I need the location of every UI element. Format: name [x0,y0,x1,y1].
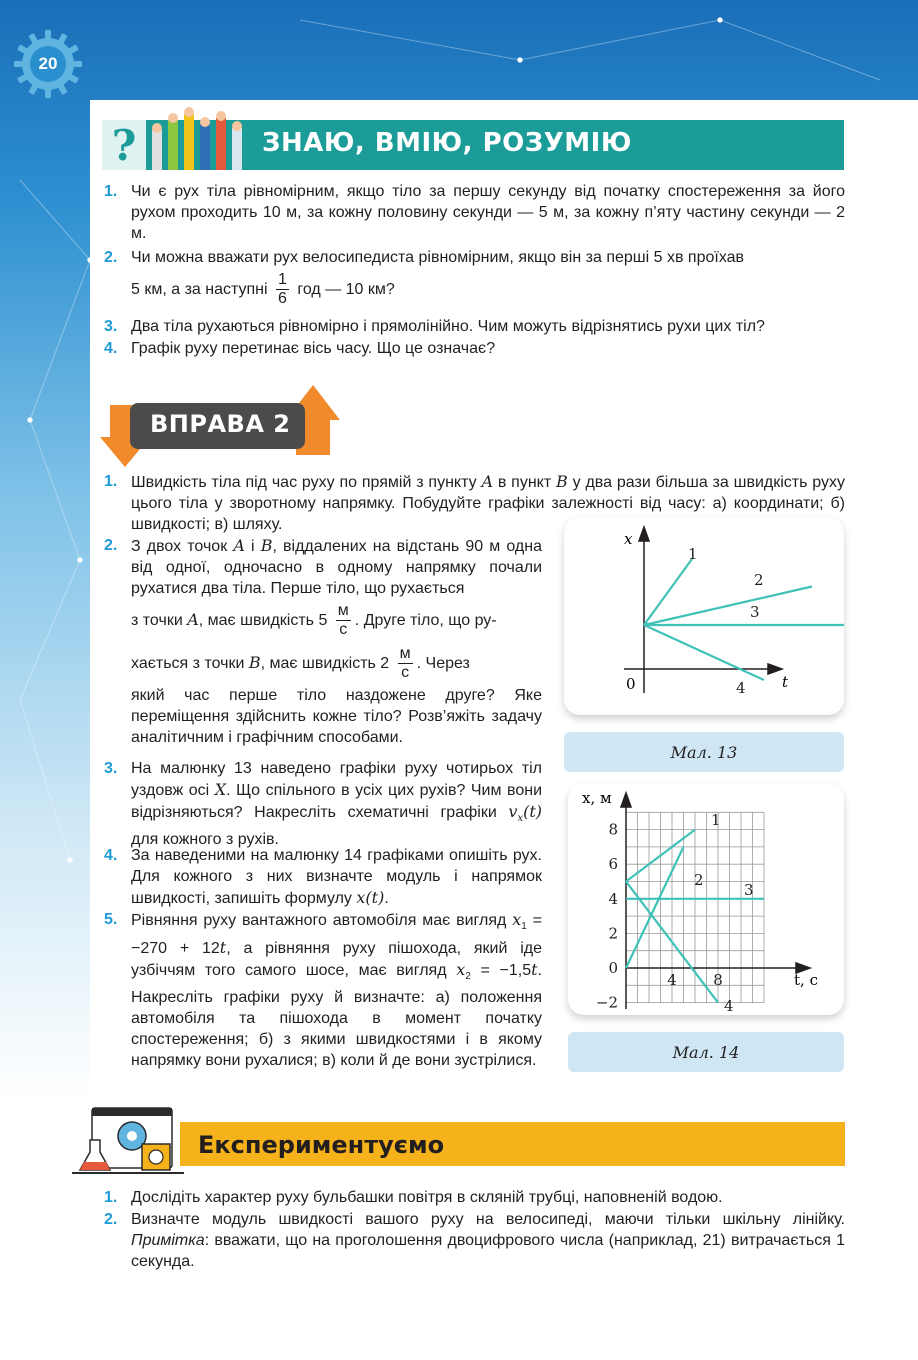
line-label: 1 [688,545,698,563]
series-line-4 [644,625,764,680]
task-text-cont: з точки A, має швидкість 5 $\frac{м}{с}$ . Друге тіло, що ру- [131,602,497,639]
line-label: 4 [724,997,734,1015]
axis-x-label: t, c [794,971,818,989]
origin-label: 0 [626,675,636,693]
item-text: Дослідіть характер руху бульбашки повітря в скляній трубці, наповненій водою. [131,1189,723,1206]
y-tick-label: 6 [608,855,618,874]
question-number: 2. [104,249,118,266]
question-text: Чи можна вважати рух велосипедиста рівномірним, якщо він за перші 5 хв проїхав [131,249,745,266]
page-number: 20 [38,54,58,73]
line-label: 2 [754,571,764,589]
question-number: 3. [104,318,118,335]
section-title: ЗНАЮ, ВМІЮ, РОЗУМІЮ [262,128,632,158]
fraction: $\frac{м}{с}$ [337,602,349,639]
fraction: $\frac{м}{с}$ [399,645,411,682]
x-tick-label: 8 [713,971,723,989]
item-text: Визначте модуль швидкості вашого руху на велосипеді, маючи тільки шкільну лінійку. Примітка: вважати, що на проголошення двоцифрового числа (наприклад, 21) витрачається 1 секунда. [131,1211,845,1270]
figure-13-chart [564,517,844,715]
axis-y-label: x, м [582,789,612,807]
question-text: Графік руху перетинає вісь часу. Що це означає? [131,340,496,357]
task-text: Швидкість тіла під час руху по прямій з пункту A в пункт B у два рази більша за швидкість руху цього тіла у зворотному напрямку. Побудуйте графіки залежності від часу: а) координати; б) швидкості; в) шляху. [131,472,846,533]
axis-x-label: t [782,673,789,691]
task-number: 1. [104,473,118,490]
task-number: 5. [104,911,118,928]
task-text: На малюнку 13 наведено графіки руху чотирьох тіл уздовж осі X. Що спільного в усіх цих рухів? Чим вони відрізняються? Накресліть схематичні графіки $v_x(t)$ для кожного з рухів. [131,760,542,849]
figure-14-chart [568,783,844,1015]
task-text-cont: хається з точки B, має швидкість 2 $\frac{м}{с}$ . Через [131,645,470,682]
fraction: $\frac{1}{6}$ [278,271,287,308]
figure-14-caption: Мал. 14 [568,1032,844,1072]
figure-13-caption: Мал. 13 [564,732,844,772]
task-number: 2. [104,537,118,554]
task-text-cont: який час перше тіло наздожене друге? Яке переміщення здійснить кожне тіло? Розв’яжіть задачу аналітичним і графічним способами. [131,687,542,746]
exercise-title: ВПРАВА 2 [150,410,291,438]
item-number: 2. [104,1211,118,1228]
line-label: 2 [694,871,704,889]
task-number: 3. [104,760,118,777]
x-tick-label: 4 [667,971,677,989]
question-text: Чи є рух тіла рівномірним, якщо тіло за першу секунду від початку спостереження за його рухом проходить 10 м, за кожну половину секунди — 5 м, за кожну п’яту частину секунди — 2 м. [131,183,845,242]
y-tick-label: 4 [608,889,618,908]
series-line-2 [644,587,812,626]
raised-hands-icon [146,100,246,170]
line-label: 3 [744,881,754,899]
y-tick-label: 8 [608,820,618,839]
task-text: Рівняння руху вантажного автомобіля має вигляд $x_1 = -270 + 12t$, а рівняння руху пішохода, який іде узбіччям того самого шосе, має вигляд $x_2 = -1,5t$. Накресліть графіки руху й визначте: а) положення автомобіля та пішохода в момент початку спостереження; б) з якими швидкостями і в якому напрямку вони рухалися; в) коли й де вони зустрілися. [131,910,543,1070]
question-number: 4. [104,340,118,357]
item-number: 1. [104,1189,118,1206]
experiment-title: Експериментуємо [198,1131,445,1159]
lab-equipment-icon [72,1100,184,1178]
question-number: 1. [104,183,118,200]
question-text-cont: 5 км, а за наступні $\frac{1}{6}$ год — 10 км? [131,271,395,308]
question-mark-icon: ? [102,120,146,170]
task-text: За наведеними на малюнку 14 графіками опишіть рух. Для кожного з них визначте модуль і напрямок швидкості, запишіть формулу x(t). [131,847,542,907]
axis-y-label: x [624,530,633,548]
task-text: З двох точок A і B, віддалених на відстань 90 м одна від одної, одночасно в одному напрямку почали рухатися два тіла. Перше тіло, що рухається [131,536,542,597]
line-label: 4 [736,679,746,697]
line-label: 3 [750,603,760,621]
y-tick-label: 2 [608,924,618,943]
series-line-2 [626,847,684,968]
task-number: 4. [104,847,118,864]
question-text: Два тіла рухаються рівномірно і прямолінійно. Чим можуть відрізнятись рухи цих тіл? [131,318,765,335]
y-tick-label: 0 [608,959,618,977]
line-label: 1 [711,811,721,829]
y-tick-label: −2 [595,993,618,1012]
